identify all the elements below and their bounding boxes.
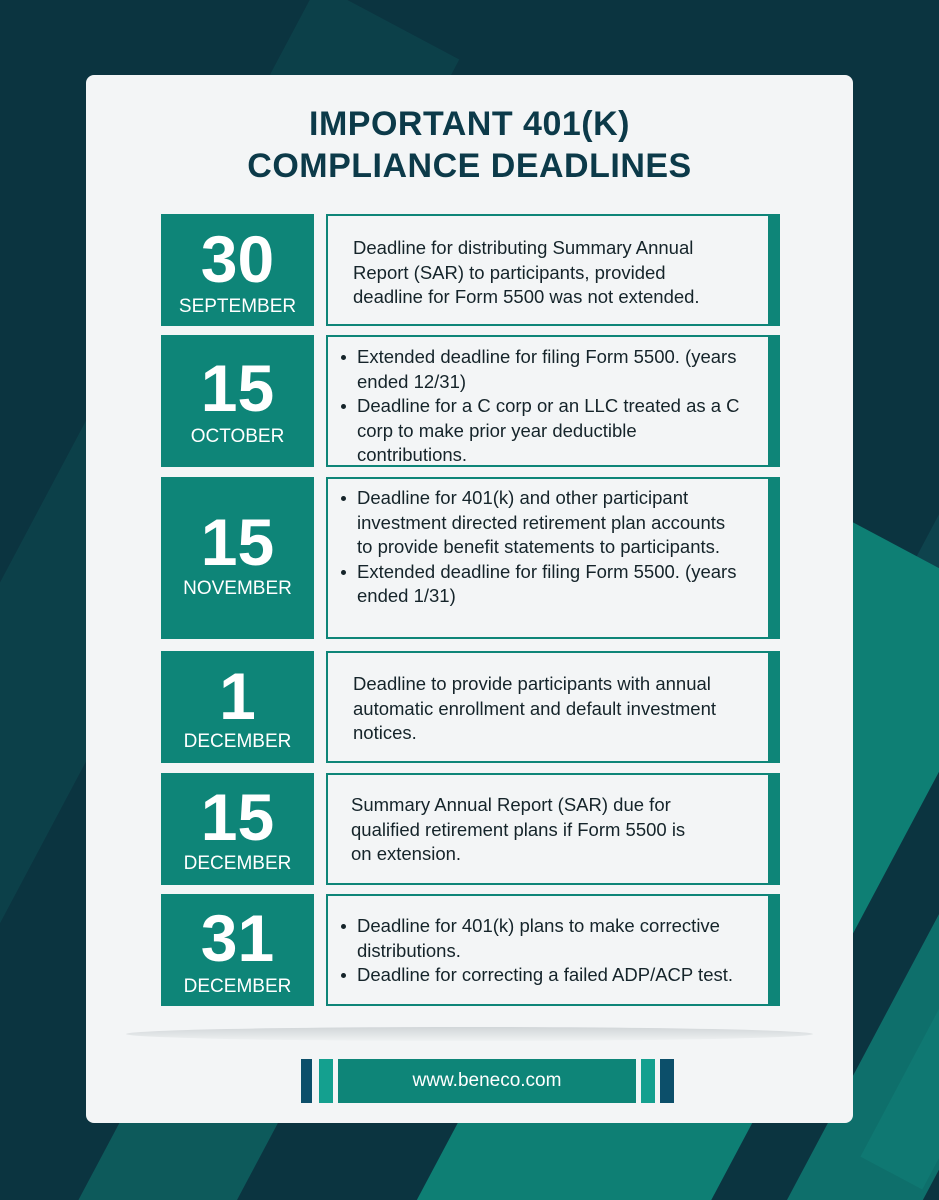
website-link[interactable]: www.beneco.com xyxy=(338,1059,636,1103)
bullet-item: Extended deadline for filing Form 5500. (years ended 12/31) xyxy=(340,345,740,394)
title-line-2: COMPLIANCE DEADLINES xyxy=(247,147,692,185)
date-box xyxy=(161,335,314,467)
date-month: NOVEMBER xyxy=(183,578,292,599)
description-text: Summary Annual Report (SAR) due for qualified retirement plans if Form 5500 is on extension. xyxy=(351,794,686,864)
infographic-card xyxy=(86,75,853,1123)
date-month: DECEMBER xyxy=(183,853,292,874)
date-day: 15 xyxy=(200,505,275,579)
deadline-description xyxy=(326,335,780,467)
date-box xyxy=(161,773,314,885)
divider-shadow xyxy=(126,1027,813,1041)
date-month: DECEMBER xyxy=(183,976,292,997)
date-day: 15 xyxy=(200,780,275,854)
date-day: 15 xyxy=(200,351,275,425)
footer-accent-bar xyxy=(301,1059,312,1103)
bullet-item: Deadline for 401(k) plans to make corrective distributions. xyxy=(340,914,760,963)
date-month: OCTOBER xyxy=(190,426,285,447)
date-month: DECEMBER xyxy=(183,731,292,752)
date-box xyxy=(161,214,314,326)
bullet-list xyxy=(340,914,760,988)
deadline-row xyxy=(161,335,780,467)
footer-accent-bar xyxy=(660,1059,674,1103)
date-day: 30 xyxy=(200,222,275,296)
page-title xyxy=(86,103,853,187)
footer xyxy=(86,1059,853,1103)
description-text: Deadline for distributing Summary Annual Report (SAR) to participants, provided deadline for Form 5500 was not extended. xyxy=(353,237,700,307)
date-box xyxy=(161,894,314,1006)
description-text: Deadline to provide participants with annual automatic enrollment and default investment notices. xyxy=(353,673,717,743)
deadline-row xyxy=(161,214,780,326)
bullet-list xyxy=(340,486,740,609)
deadline-row xyxy=(161,894,780,1006)
bullet-item: Extended deadline for filing Form 5500. (years ended 1/31) xyxy=(340,560,740,609)
footer-accent-bar xyxy=(641,1059,655,1103)
bullet-item: Deadline for correcting a failed ADP/ACP test. xyxy=(340,963,760,988)
date-box xyxy=(161,651,314,763)
footer-accent-bar xyxy=(319,1059,333,1103)
deadline-description xyxy=(326,773,780,885)
date-day: 31 xyxy=(200,901,275,975)
bullet-item: Deadline for a C corp or an LLC treated as a C corp to make prior year deductible contributions. xyxy=(340,394,740,468)
deadline-description xyxy=(326,214,780,326)
date-day: 1 xyxy=(219,659,256,733)
deadline-row xyxy=(161,651,780,763)
deadline-description xyxy=(326,651,780,763)
bullet-item: Deadline for 401(k) and other participant investment directed retirement plan accounts to provide benefit statements to participants. xyxy=(340,486,740,560)
deadline-row xyxy=(161,477,780,639)
bullet-list xyxy=(340,345,740,468)
deadline-row xyxy=(161,773,780,885)
date-month: SEPTEMBER xyxy=(178,296,297,317)
deadline-description xyxy=(326,477,780,639)
title-line-1: IMPORTANT 401(K) xyxy=(309,105,630,143)
date-box xyxy=(161,477,314,639)
deadline-description xyxy=(326,894,780,1006)
